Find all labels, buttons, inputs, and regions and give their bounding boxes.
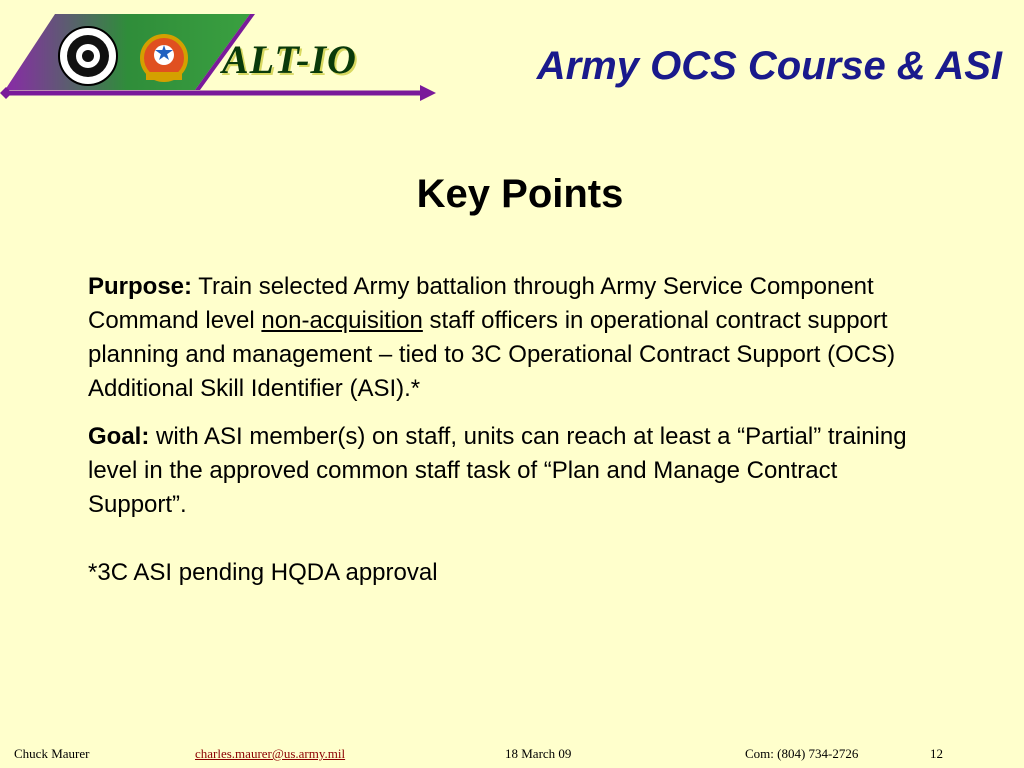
footer-email-link[interactable]: charles.maurer@us.army.mil	[195, 746, 346, 761]
acquisition-corps-seal-icon	[59, 27, 117, 85]
goal-text: with ASI member(s) on staff, units can reach at least a “Partial” training level in the approved common staff task of “Plan and Manage Contract Support”.	[88, 423, 907, 518]
footer-author: Chuck Maurer	[14, 746, 90, 761]
slide-header-title: Army OCS Course & ASI	[536, 44, 1002, 88]
slide-footer	[0, 746, 1024, 766]
purpose-paragraph	[88, 270, 918, 406]
footer-phone: Com: (804) 734-2726	[745, 746, 859, 761]
army-crest-icon	[142, 36, 186, 80]
footer-date: 18 March 09	[505, 746, 572, 761]
brand-logo-text: ALT-IO	[222, 37, 357, 82]
purpose-text-before: Train selected Army battalion through Army Service Component Command level	[88, 273, 874, 334]
slide-title: Key Points	[416, 172, 624, 216]
footer-page-number: 12	[930, 746, 943, 761]
goal-paragraph	[88, 420, 918, 522]
goal-label: Goal:	[88, 423, 150, 450]
header-banner	[0, 0, 440, 105]
purpose-label: Purpose:	[88, 273, 193, 300]
slide-body	[88, 270, 918, 604]
purpose-text-after: staff officers in operational contract support planning and management – tied to 3C Operational Contract Support (OCS) Additional Skill Identifier (ASI).*	[88, 307, 896, 402]
purpose-underlined-term: non-acquisition	[261, 307, 423, 334]
footnote: *3C ASI pending HQDA approval	[88, 559, 438, 586]
